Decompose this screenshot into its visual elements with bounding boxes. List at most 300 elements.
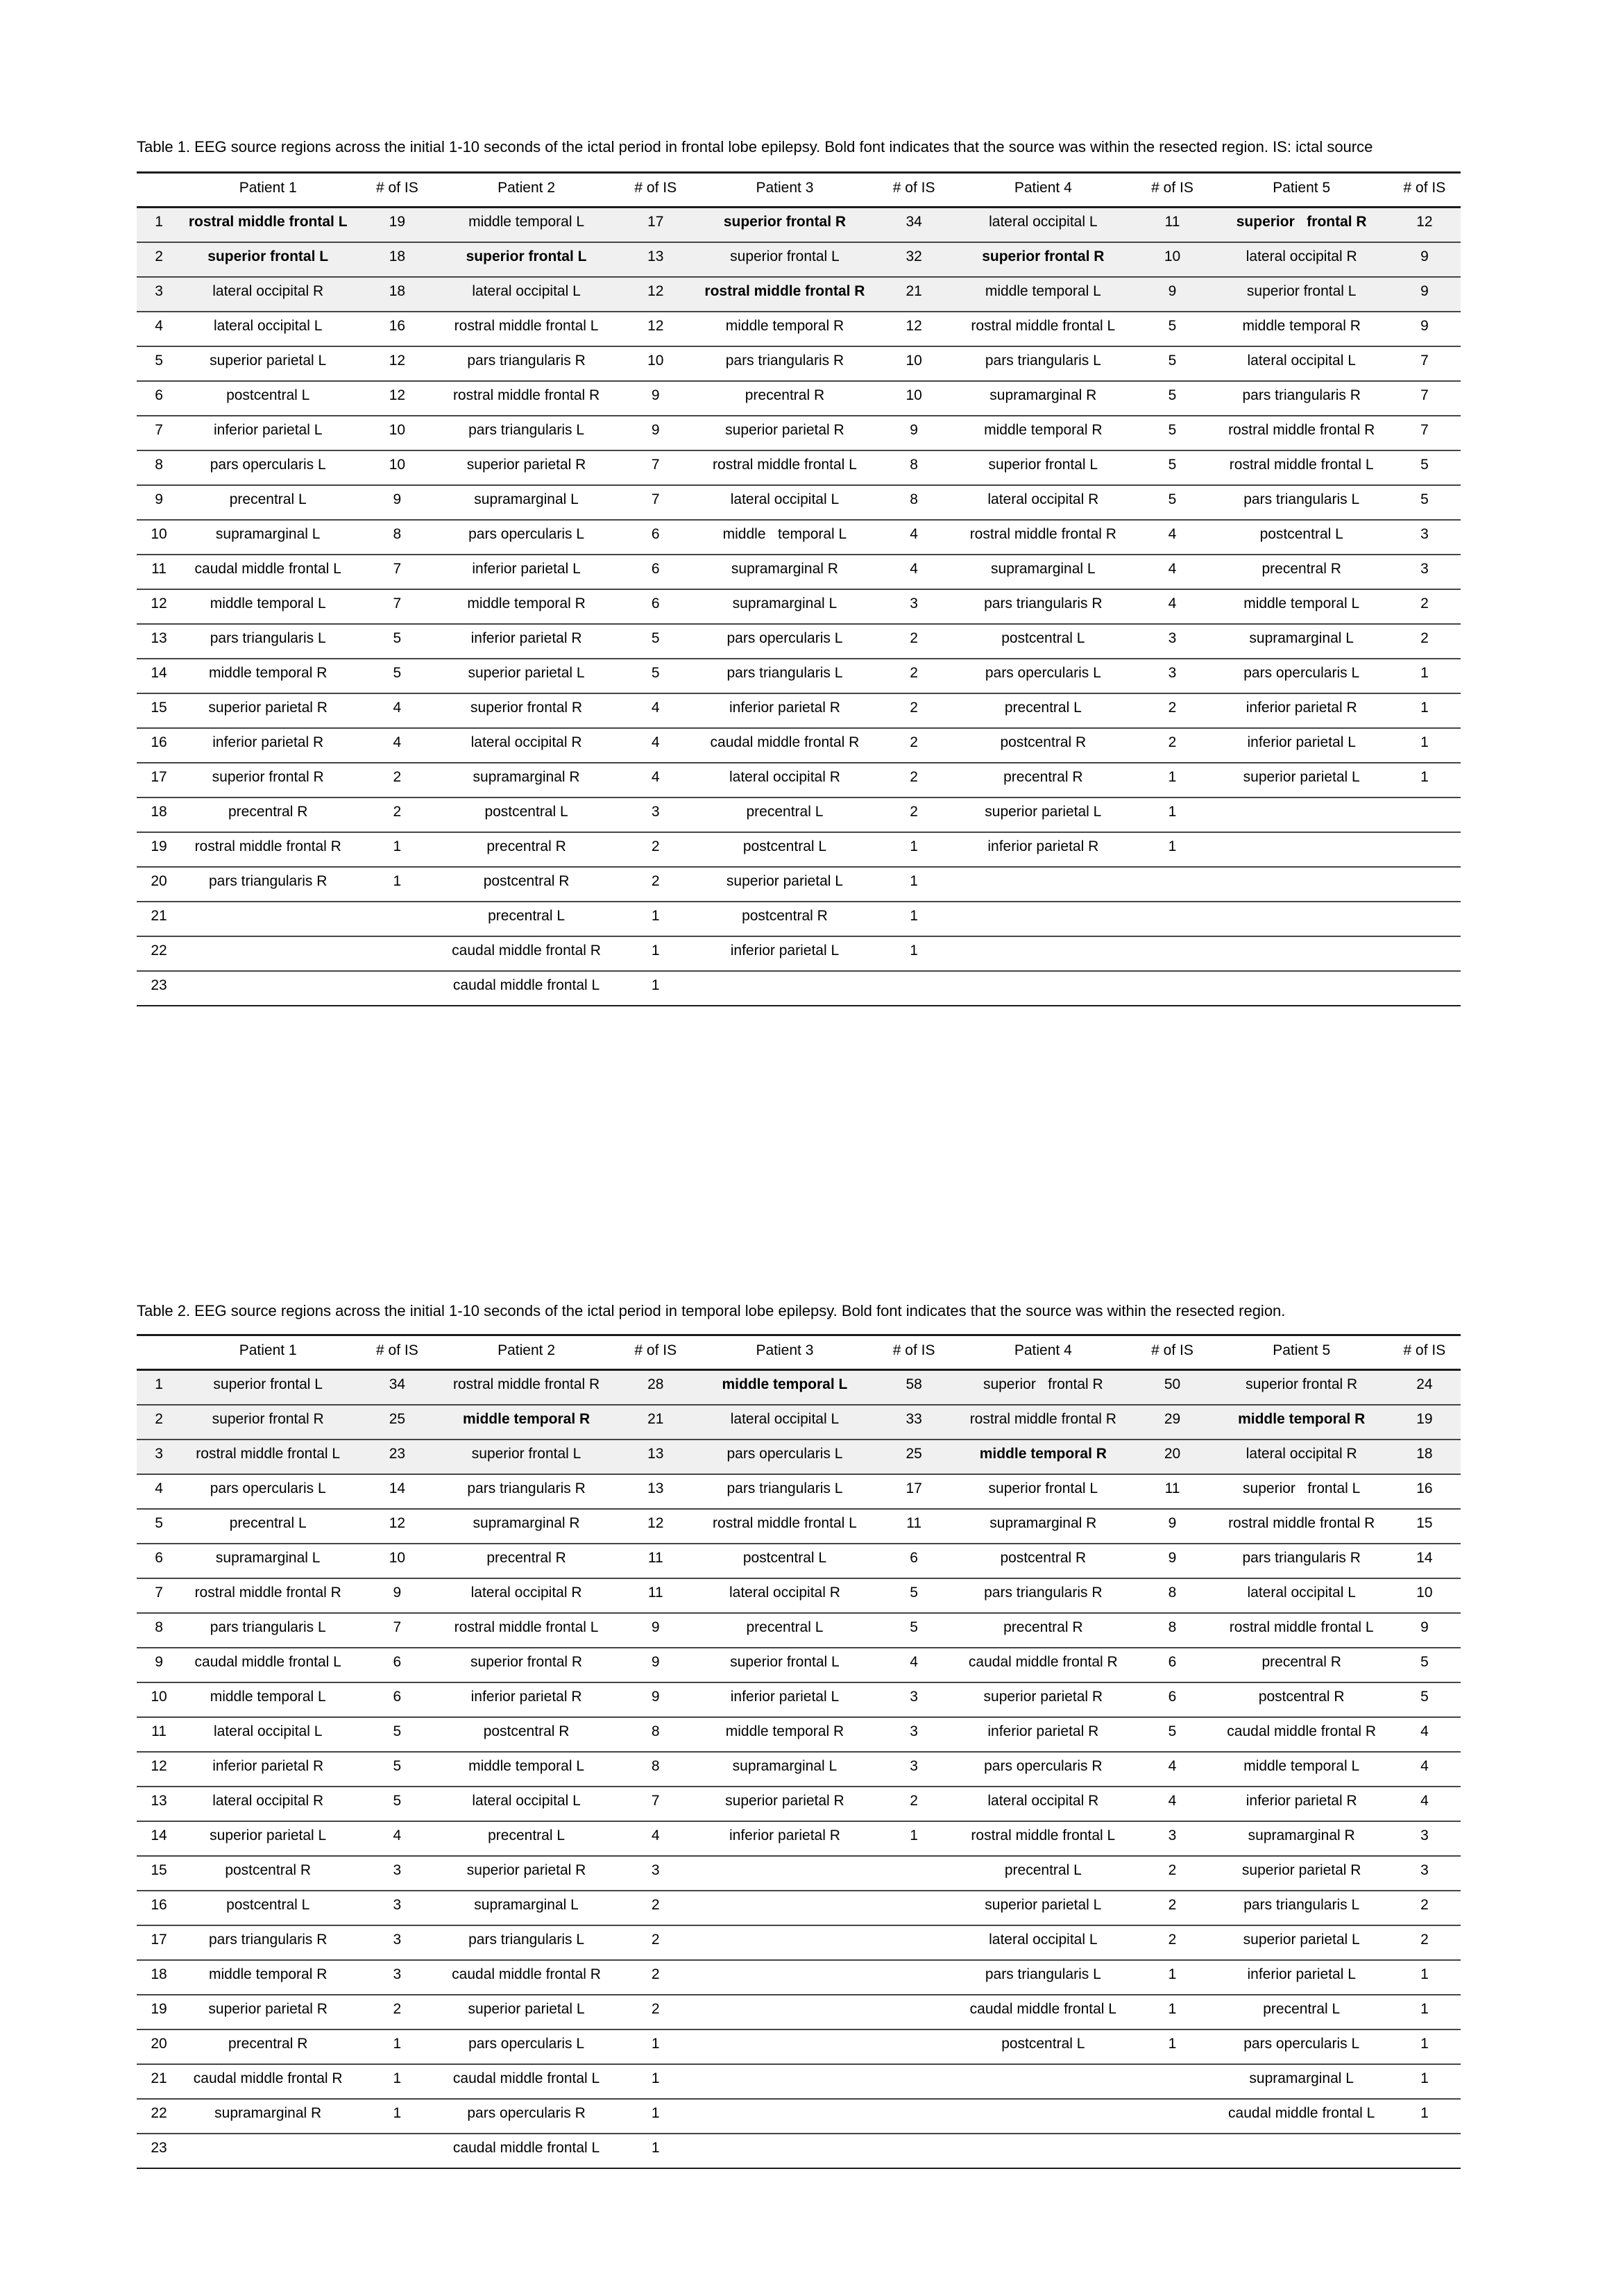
table-row <box>137 763 1461 797</box>
table-row <box>137 659 1461 693</box>
count-cell: 5 <box>1388 485 1461 520</box>
count-cell: 4 <box>872 555 956 589</box>
row-number: 16 <box>137 1891 181 1925</box>
count-cell: 12 <box>613 312 698 346</box>
region-cell <box>698 2134 872 2168</box>
count-cell: 4 <box>355 693 439 728</box>
region-cell: superior frontal L <box>181 1370 355 1405</box>
region-cell: inferior parietal R <box>439 624 613 659</box>
count-cell: 23 <box>355 1440 439 1474</box>
patient-column-header: Patient 5 <box>1215 1335 1388 1370</box>
count-cell <box>355 971 439 1006</box>
region-cell: inferior parietal L <box>698 1682 872 1717</box>
region-cell <box>181 902 355 936</box>
region-cell <box>956 902 1130 936</box>
count-cell: 4 <box>613 763 698 797</box>
count-cell: 2 <box>1130 693 1214 728</box>
count-cell: 11 <box>872 1509 956 1544</box>
table-row <box>137 1578 1461 1613</box>
region-cell: rostral middle frontal L <box>1215 450 1388 485</box>
count-cell: 2 <box>613 832 698 867</box>
region-cell: pars triangularis L <box>1215 1891 1388 1925</box>
count-cell <box>1130 2099 1214 2134</box>
region-cell: precentral R <box>181 2029 355 2064</box>
region-cell: superior frontal R <box>698 208 872 242</box>
table-body <box>137 1370 1461 2168</box>
region-cell <box>956 2134 1130 2168</box>
count-cell: 1 <box>613 971 698 1006</box>
is-count-header: # of IS <box>1130 173 1214 208</box>
region-cell: inferior parietal L <box>439 555 613 589</box>
row-number: 19 <box>137 1995 181 2029</box>
region-cell: superior frontal R <box>1215 1370 1388 1405</box>
region-cell: middle temporal R <box>181 1960 355 1995</box>
region-cell <box>698 2064 872 2099</box>
region-cell: postcentral L <box>439 797 613 832</box>
count-cell: 18 <box>355 277 439 312</box>
region-cell: pars triangularis R <box>956 1578 1130 1613</box>
count-cell: 21 <box>613 1405 698 1440</box>
count-cell: 5 <box>1130 450 1214 485</box>
row-number: 3 <box>137 1440 181 1474</box>
count-cell: 1 <box>1388 2064 1461 2099</box>
region-cell <box>698 1925 872 1960</box>
count-cell: 32 <box>872 242 956 277</box>
count-cell: 1 <box>1388 2099 1461 2134</box>
count-cell: 1 <box>872 832 956 867</box>
region-cell: postcentral L <box>956 2029 1130 2064</box>
region-cell: middle temporal L <box>181 589 355 624</box>
table-row <box>137 728 1461 763</box>
count-cell: 1 <box>872 936 956 971</box>
count-cell <box>872 2099 956 2134</box>
region-cell <box>956 971 1130 1006</box>
count-cell <box>355 902 439 936</box>
region-cell: caudal middle frontal R <box>698 728 872 763</box>
count-cell: 16 <box>355 312 439 346</box>
region-cell: caudal middle frontal L <box>439 2064 613 2099</box>
region-cell: rostral middle frontal R <box>698 277 872 312</box>
region-cell: precentral L <box>439 902 613 936</box>
table-row <box>137 1474 1461 1509</box>
count-cell: 12 <box>355 381 439 416</box>
region-cell: caudal middle frontal L <box>181 555 355 589</box>
count-cell: 8 <box>1130 1578 1214 1613</box>
region-cell: pars triangularis L <box>1215 485 1388 520</box>
count-cell <box>1388 902 1461 936</box>
region-cell: pars triangularis R <box>181 1925 355 1960</box>
count-cell: 9 <box>613 1613 698 1648</box>
region-cell: rostral middle frontal L <box>698 450 872 485</box>
region-cell: inferior parietal L <box>1215 1960 1388 1995</box>
row-number: 6 <box>137 381 181 416</box>
count-cell: 24 <box>1388 1370 1461 1405</box>
row-number: 7 <box>137 1578 181 1613</box>
table-row <box>137 797 1461 832</box>
region-cell: middle temporal L <box>181 1682 355 1717</box>
count-cell <box>872 2064 956 2099</box>
count-cell: 16 <box>1388 1474 1461 1509</box>
count-cell: 12 <box>1388 208 1461 242</box>
count-cell: 7 <box>355 589 439 624</box>
count-cell: 9 <box>1388 312 1461 346</box>
row-number: 7 <box>137 416 181 450</box>
count-cell: 4 <box>1130 555 1214 589</box>
count-cell <box>1130 936 1214 971</box>
region-cell: caudal middle frontal L <box>439 971 613 1006</box>
region-cell: inferior parietal R <box>956 1717 1130 1752</box>
count-cell: 10 <box>872 346 956 381</box>
count-cell: 10 <box>355 1544 439 1578</box>
row-number: 8 <box>137 450 181 485</box>
region-cell: superior frontal R <box>956 1370 1130 1405</box>
count-cell: 5 <box>872 1613 956 1648</box>
count-cell: 20 <box>1130 1440 1214 1474</box>
row-number: 12 <box>137 1752 181 1787</box>
count-cell: 1 <box>355 832 439 867</box>
region-cell: lateral occipital R <box>1215 1440 1388 1474</box>
count-cell <box>872 1960 956 1995</box>
region-cell: inferior parietal R <box>698 693 872 728</box>
table-row <box>137 381 1461 416</box>
count-cell: 2 <box>613 1891 698 1925</box>
region-cell: rostral middle frontal L <box>956 312 1130 346</box>
region-cell <box>956 2064 1130 2099</box>
table1-caption: Table 1. EEG source regions across the initial 1-10 seconds of the ictal period in frontal lobe epilepsy. Bold font indicates that the source was within the resected region. IS: ictal source <box>137 138 1373 155</box>
count-cell: 9 <box>355 1578 439 1613</box>
count-cell: 2 <box>1388 624 1461 659</box>
table-row <box>137 971 1461 1006</box>
row-number: 4 <box>137 312 181 346</box>
row-number: 14 <box>137 1821 181 1856</box>
table-row <box>137 1544 1461 1578</box>
count-cell: 1 <box>1130 832 1214 867</box>
patient-column-header: Patient 1 <box>181 173 355 208</box>
row-number: 9 <box>137 1648 181 1682</box>
region-cell: supramarginal R <box>1215 1821 1388 1856</box>
is-count-header: # of IS <box>613 1335 698 1370</box>
count-cell: 58 <box>872 1370 956 1405</box>
count-cell: 12 <box>355 1509 439 1544</box>
count-cell <box>1388 832 1461 867</box>
count-cell: 2 <box>872 624 956 659</box>
region-cell: pars triangularis L <box>956 346 1130 381</box>
count-cell: 3 <box>872 1717 956 1752</box>
region-cell: middle temporal L <box>698 520 872 555</box>
region-cell: pars opercularis L <box>439 520 613 555</box>
count-cell <box>872 1891 956 1925</box>
count-cell: 1 <box>355 2099 439 2134</box>
region-cell: supramarginal L <box>1215 2064 1388 2099</box>
count-cell: 3 <box>872 1682 956 1717</box>
count-cell: 9 <box>1130 1509 1214 1544</box>
region-cell: precentral L <box>956 1856 1130 1891</box>
region-cell: pars opercularis L <box>698 624 872 659</box>
region-cell: pars triangularis L <box>439 1925 613 1960</box>
region-cell: rostral middle frontal L <box>439 1613 613 1648</box>
region-cell: supramarginal R <box>698 555 872 589</box>
region-cell: pars opercularis R <box>956 1752 1130 1787</box>
region-cell: superior parietal L <box>439 659 613 693</box>
count-cell <box>355 936 439 971</box>
region-cell: rostral middle frontal L <box>1215 1613 1388 1648</box>
region-cell: middle temporal L <box>956 277 1130 312</box>
region-cell <box>1215 797 1388 832</box>
count-cell: 2 <box>355 797 439 832</box>
region-cell: postcentral R <box>439 867 613 902</box>
row-number: 14 <box>137 659 181 693</box>
count-cell: 34 <box>872 208 956 242</box>
patient-column-header: Patient 2 <box>439 1335 613 1370</box>
count-cell <box>1388 2134 1461 2168</box>
region-cell: superior frontal R <box>439 1648 613 1682</box>
count-cell: 5 <box>1130 485 1214 520</box>
count-cell: 28 <box>613 1370 698 1405</box>
region-cell: pars triangularis L <box>698 1474 872 1509</box>
table-header <box>137 173 1461 208</box>
region-cell: pars opercularis L <box>1215 2029 1388 2064</box>
region-cell: rostral middle frontal R <box>439 1370 613 1405</box>
count-cell <box>872 2029 956 2064</box>
region-cell: precentral R <box>698 381 872 416</box>
region-cell: caudal middle frontal R <box>439 936 613 971</box>
count-cell: 7 <box>1388 416 1461 450</box>
region-cell: middle temporal R <box>439 589 613 624</box>
row-number: 1 <box>137 208 181 242</box>
count-cell: 12 <box>613 1509 698 1544</box>
count-cell: 2 <box>1130 728 1214 763</box>
count-cell: 7 <box>355 555 439 589</box>
region-cell: superior frontal R <box>439 693 613 728</box>
count-cell: 3 <box>1130 624 1214 659</box>
region-cell: pars triangularis R <box>439 1474 613 1509</box>
region-cell: superior frontal L <box>439 242 613 277</box>
region-cell: superior frontal L <box>956 450 1130 485</box>
is-count-header: # of IS <box>355 173 439 208</box>
row-number: 23 <box>137 971 181 1006</box>
region-cell: postcentral L <box>698 1544 872 1578</box>
count-cell: 2 <box>872 728 956 763</box>
row-number: 8 <box>137 1613 181 1648</box>
count-cell: 13 <box>613 242 698 277</box>
count-cell: 3 <box>355 1856 439 1891</box>
region-cell: inferior parietal R <box>956 832 1130 867</box>
patient-column-header: Patient 3 <box>698 173 872 208</box>
count-cell: 1 <box>1130 1995 1214 2029</box>
count-cell: 3 <box>1388 1821 1461 1856</box>
region-cell: superior parietal R <box>1215 1856 1388 1891</box>
region-cell: middle temporal R <box>698 312 872 346</box>
count-cell: 12 <box>613 277 698 312</box>
count-cell: 19 <box>355 208 439 242</box>
row-number: 11 <box>137 1717 181 1752</box>
region-cell: postcentral L <box>956 624 1130 659</box>
region-cell: supramarginal L <box>956 555 1130 589</box>
region-cell: supramarginal R <box>181 2099 355 2134</box>
region-cell: precentral R <box>181 797 355 832</box>
is-count-header: # of IS <box>872 173 956 208</box>
region-cell: caudal middle frontal L <box>439 2134 613 2168</box>
region-cell: superior frontal L <box>181 242 355 277</box>
region-cell <box>956 936 1130 971</box>
region-cell: pars opercularis L <box>698 1440 872 1474</box>
count-cell: 4 <box>1130 520 1214 555</box>
count-cell: 11 <box>1130 1474 1214 1509</box>
count-cell: 6 <box>355 1682 439 1717</box>
count-cell: 2 <box>872 659 956 693</box>
region-cell: precentral R <box>439 1544 613 1578</box>
count-cell <box>1388 936 1461 971</box>
region-cell: lateral occipital R <box>439 1578 613 1613</box>
region-cell: superior frontal L <box>439 1440 613 1474</box>
count-cell: 3 <box>1388 520 1461 555</box>
count-cell: 1 <box>1388 659 1461 693</box>
row-number: 13 <box>137 624 181 659</box>
count-cell <box>1388 797 1461 832</box>
count-cell: 11 <box>613 1544 698 1578</box>
count-cell: 8 <box>1130 1613 1214 1648</box>
header-row <box>137 173 1461 208</box>
count-cell: 1 <box>613 2064 698 2099</box>
count-cell: 9 <box>1130 1544 1214 1578</box>
region-cell: caudal middle frontal R <box>181 2064 355 2099</box>
count-cell: 5 <box>1388 1648 1461 1682</box>
table-row <box>137 693 1461 728</box>
count-cell: 12 <box>872 312 956 346</box>
region-cell: superior frontal L <box>698 1648 872 1682</box>
count-cell: 9 <box>613 416 698 450</box>
region-cell: caudal middle frontal L <box>181 1648 355 1682</box>
count-cell: 5 <box>355 624 439 659</box>
region-cell: superior parietal R <box>698 416 872 450</box>
region-cell: rostral middle frontal R <box>439 381 613 416</box>
count-cell: 4 <box>872 520 956 555</box>
table-row <box>137 208 1461 242</box>
count-cell: 5 <box>613 624 698 659</box>
region-cell: middle temporal R <box>698 1717 872 1752</box>
region-cell: precentral L <box>181 1509 355 1544</box>
table-row <box>137 1648 1461 1682</box>
count-cell: 4 <box>355 1821 439 1856</box>
row-number: 5 <box>137 346 181 381</box>
count-cell <box>872 1856 956 1891</box>
region-cell: supramarginal L <box>439 485 613 520</box>
count-cell: 34 <box>355 1370 439 1405</box>
count-cell: 18 <box>355 242 439 277</box>
region-cell: pars triangularis R <box>181 867 355 902</box>
table-row <box>137 1925 1461 1960</box>
region-cell <box>698 1960 872 1995</box>
region-cell: lateral occipital L <box>181 312 355 346</box>
region-cell: superior frontal R <box>181 763 355 797</box>
count-cell: 2 <box>1388 589 1461 624</box>
count-cell: 5 <box>355 1787 439 1821</box>
count-cell: 13 <box>613 1440 698 1474</box>
count-cell: 6 <box>613 555 698 589</box>
row-number: 9 <box>137 485 181 520</box>
count-cell: 3 <box>1130 659 1214 693</box>
count-cell: 10 <box>355 416 439 450</box>
count-cell: 7 <box>1388 381 1461 416</box>
region-cell: middle temporal R <box>956 416 1130 450</box>
region-cell: lateral occipital L <box>181 1717 355 1752</box>
table-row <box>137 624 1461 659</box>
count-cell: 3 <box>355 1960 439 1995</box>
region-cell: superior parietal R <box>956 1682 1130 1717</box>
is-count-header: # of IS <box>613 173 698 208</box>
table2-caption: Table 2. EEG source regions across the initial 1-10 seconds of the ictal period in temporal lobe epilepsy. Bold font indicates that the source was within the resected region. <box>137 1302 1286 1319</box>
patient-column-header: Patient 4 <box>956 1335 1130 1370</box>
count-cell: 9 <box>613 381 698 416</box>
header-row <box>137 1335 1461 1370</box>
region-cell: rostral middle frontal R <box>1215 416 1388 450</box>
count-cell: 4 <box>1130 589 1214 624</box>
patient-column-header: Patient 3 <box>698 1335 872 1370</box>
region-cell: postcentral R <box>181 1856 355 1891</box>
region-cell: precentral R <box>1215 555 1388 589</box>
count-cell: 15 <box>1388 1509 1461 1544</box>
count-cell: 4 <box>613 693 698 728</box>
count-cell: 9 <box>613 1682 698 1717</box>
region-cell: postcentral L <box>1215 520 1388 555</box>
count-cell: 1 <box>613 2134 698 2168</box>
row-number: 13 <box>137 1787 181 1821</box>
region-cell: lateral occipital R <box>698 763 872 797</box>
row-number: 18 <box>137 1960 181 1995</box>
region-cell: precentral R <box>956 763 1130 797</box>
count-cell: 14 <box>355 1474 439 1509</box>
region-cell: lateral occipital R <box>181 277 355 312</box>
count-cell: 5 <box>1130 381 1214 416</box>
region-cell <box>1215 832 1388 867</box>
region-cell: rostral middle frontal R <box>181 1578 355 1613</box>
table-row <box>137 936 1461 971</box>
region-cell: lateral occipital L <box>698 485 872 520</box>
row-number: 5 <box>137 1509 181 1544</box>
count-cell: 5 <box>1130 1717 1214 1752</box>
count-cell: 8 <box>355 520 439 555</box>
region-cell: middle temporal L <box>1215 1752 1388 1787</box>
count-cell: 5 <box>1130 416 1214 450</box>
region-cell: pars opercularis L <box>439 2029 613 2064</box>
region-cell: rostral middle frontal L <box>698 1509 872 1544</box>
region-cell <box>1215 902 1388 936</box>
count-cell: 4 <box>613 1821 698 1856</box>
count-cell: 1 <box>1130 763 1214 797</box>
table-row <box>137 520 1461 555</box>
region-cell: postcentral R <box>439 1717 613 1752</box>
count-cell: 2 <box>872 693 956 728</box>
region-cell <box>181 936 355 971</box>
table-row <box>137 867 1461 902</box>
count-cell: 7 <box>613 1787 698 1821</box>
region-cell: supramarginal R <box>439 1509 613 1544</box>
region-cell: rostral middle frontal L <box>181 208 355 242</box>
table-row <box>137 346 1461 381</box>
region-cell: pars opercularis L <box>181 450 355 485</box>
row-number: 10 <box>137 1682 181 1717</box>
is-count-header: # of IS <box>355 1335 439 1370</box>
region-cell: middle temporal L <box>698 1370 872 1405</box>
region-cell: lateral occipital R <box>181 1787 355 1821</box>
count-cell: 10 <box>355 450 439 485</box>
eeg-table-frontal <box>137 171 1461 1006</box>
region-cell: pars triangularis L <box>181 1613 355 1648</box>
region-cell: inferior parietal L <box>181 416 355 450</box>
region-cell: pars triangularis R <box>1215 1544 1388 1578</box>
region-cell <box>698 2029 872 2064</box>
row-number: 17 <box>137 763 181 797</box>
